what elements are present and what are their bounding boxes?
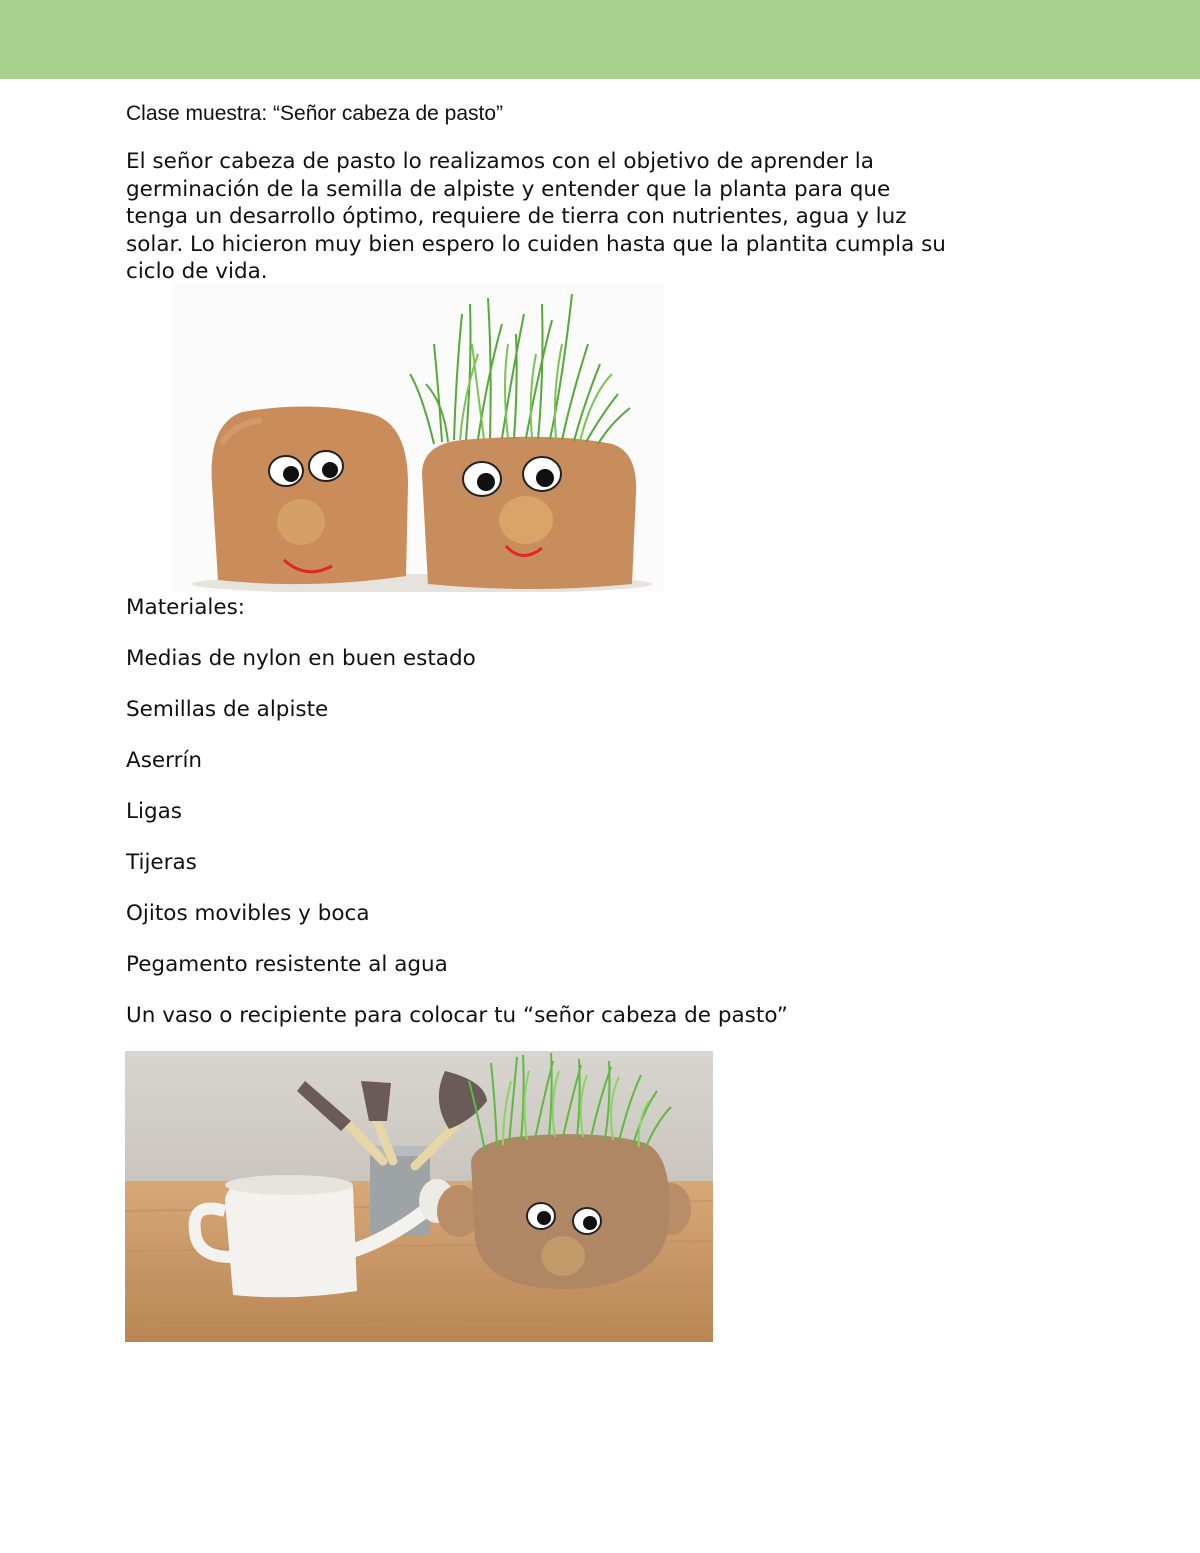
left-head [212, 406, 408, 584]
material-item: Pegamento resistente al agua [126, 952, 448, 977]
material-item: Medias de nylon en buen estado [126, 646, 476, 671]
page-title: Clase muestra: “Señor cabeza de pasto” [126, 102, 504, 125]
grass-head-tools-illustration [125, 1051, 713, 1342]
watering-can [225, 1179, 357, 1298]
material-item: Ojitos movibles y boca [126, 901, 370, 926]
material-item: Aserrín [126, 748, 203, 773]
grass-heads-photo [172, 284, 664, 592]
intro-line: solar. Lo hicieron muy bien espero lo cuiden hasta que la plantita cumpla su [126, 231, 946, 257]
intro-line: tenga un desarrollo óptimo, requiere de tierra con nutrientes, agua y luz [126, 204, 907, 229]
material-item: Un vaso o recipiente para colocar tu “señor cabeza de pasto” [126, 1003, 788, 1028]
intro-line: ciclo de vida. [126, 259, 268, 284]
intro-line: germinación de la semilla de alpiste y entender que la planta para que [126, 176, 891, 202]
material-item: Semillas de alpiste [126, 697, 329, 722]
material-item: Ligas [126, 799, 182, 824]
material-item: Tijeras [126, 850, 197, 875]
header-band [0, 0, 1200, 79]
grass-heads-illustration [172, 284, 664, 592]
grass-head-tools-photo [125, 1051, 713, 1342]
materials-heading: Materiales: [126, 595, 246, 620]
intro-paragraph [126, 148, 1046, 286]
intro-line: El señor cabeza de pasto lo realizamos con el objetivo de aprender la [126, 149, 874, 174]
